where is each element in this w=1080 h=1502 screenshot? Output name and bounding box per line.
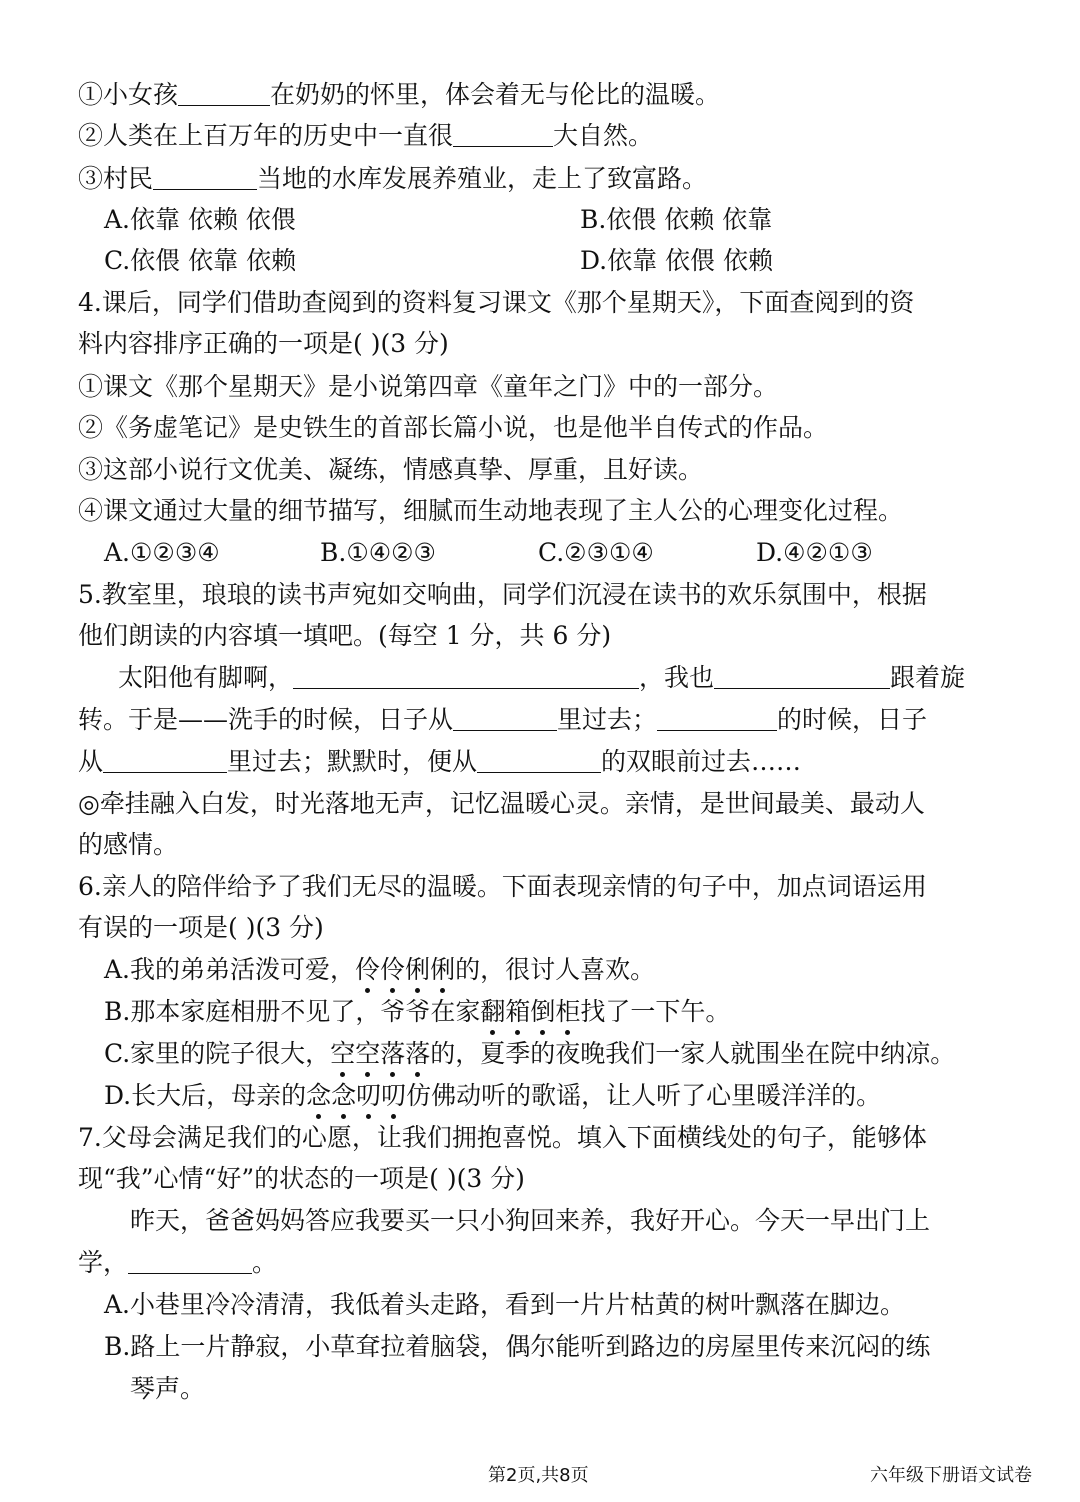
q3-option-c[interactable]: C.依偎 依靠 依赖: [104, 246, 297, 275]
dotted-char: 倒: [530, 995, 555, 1029]
q4-stem-line-1: 4.课后，同学们借助查阅到的资料复习课文《那个星期天》，下面查阅到的资: [78, 288, 915, 317]
dotted-char: 叨: [381, 1079, 406, 1113]
q4-stem-line-2: 料内容排序正确的一项是( )(3 分): [78, 329, 449, 358]
q7-passage-line-2: 学， 。: [78, 1248, 278, 1277]
dotted-words: [330, 1039, 430, 1068]
dotted-char: 俐: [405, 953, 430, 987]
dotted-char: 落: [405, 1037, 430, 1071]
answer-blank[interactable]: [103, 748, 227, 773]
q4-option-a[interactable]: A.①②③④: [104, 538, 220, 567]
q5-stem-line-1: 5.教室里，琅琅的读书声宛如交响曲，同学们沉浸在读书的欢乐氛围中，根据: [78, 580, 927, 609]
answer-blank[interactable]: [714, 664, 890, 689]
q7-option-b-line-2: 琴声。: [130, 1374, 206, 1403]
q5-passage-line-3: 从 里过去；默默时，便从 的双眼前过去……: [78, 747, 802, 776]
answer-blank[interactable]: [453, 706, 557, 731]
q6-option-a[interactable]: A.我的弟弟活泼可爱，伶伶俐俐的，很讨人喜欢。: [0, 953, 1080, 987]
q6-option-c[interactable]: C.家里的院子很大，空空落落的，夏季的夜晚我们一家人就围坐在院中纳凉。: [0, 1037, 1080, 1071]
q4-item-1: ①课文《那个星期天》是小说第四章《童年之门》中的一部分。: [78, 372, 779, 401]
dotted-char: 空: [330, 1037, 355, 1071]
dotted-char: 翻: [480, 995, 505, 1029]
dotted-char: 落: [380, 1037, 405, 1071]
q5-passage-line-2: 转。于是——洗手的时候，日子从 里过去； 的时候，日子: [78, 705, 928, 734]
q6-stem-line-2: 有误的一项是( )(3 分): [78, 913, 324, 942]
q6-stem-line-1: 6.亲人的陪伴给予了我们无尽的温暖。下面表现亲情的句子中，加点词语运用: [78, 872, 927, 901]
q3-option-a[interactable]: A.依靠 依赖 依偎: [104, 205, 296, 234]
dotted-char: 空: [355, 1037, 380, 1071]
dotted-char: 箱: [505, 995, 530, 1029]
dotted-char: 念: [331, 1079, 356, 1113]
q4-option-d[interactable]: D.④②①③: [756, 538, 873, 567]
q5-stem-line-2: 他们朗读的内容填一填吧。(每空 1 分，共 6 分): [78, 621, 612, 650]
q7-option-b-line-1[interactable]: B.路上一片静寂，小草耷拉着脑袋，偶尔能听到路边的房屋里传来沉闷的练: [104, 1332, 931, 1361]
q4-item-2: ②《务虚笔记》是史铁生的首部长篇小说，也是他半自传式的作品。: [78, 413, 829, 442]
q4-item-3: ③这部小说行文优美、凝练，情感真挚、厚重，且好读。: [78, 455, 704, 484]
q3-sentence-3: ③村民 当地的水库发展养殖业，走上了致富路。: [78, 164, 708, 193]
answer-blank[interactable]: [153, 165, 257, 190]
dotted-words: [355, 955, 455, 984]
dotted-char: 叨: [356, 1079, 381, 1113]
q4-option-c[interactable]: C.②③①④: [538, 538, 654, 567]
paper-title: 六年级下册语文试卷: [870, 1465, 1032, 1486]
q4-item-4: ④课文通过大量的细节描写，细腻而生动地表现了主人公的心理变化过程。: [78, 496, 904, 525]
q4-option-b[interactable]: B.①④②③: [320, 538, 436, 567]
dotted-char: 伶: [380, 953, 405, 987]
q7-option-a[interactable]: A.小巷里冷冷清清，我低着头走路，看到一片片枯黄的树叶飘落在脚边。: [104, 1290, 906, 1319]
dotted-char: 念: [306, 1079, 331, 1113]
answer-blank[interactable]: [657, 706, 777, 731]
dotted-char: 伶: [355, 953, 380, 987]
answer-blank[interactable]: [128, 1249, 252, 1274]
answer-blank[interactable]: [178, 81, 270, 106]
section-intro-line-2: 的感情。: [78, 830, 179, 859]
q3-option-d[interactable]: D.依靠 依偎 依赖: [580, 246, 773, 275]
q5-passage-line-1: 太阳他有脚啊， ，我也 跟着旋: [118, 663, 966, 692]
q6-option-d[interactable]: D.长大后，母亲的念念叨叨仿佛动听的歌谣，让人听了心里暖洋洋的。: [0, 1079, 1080, 1113]
section-intro-line-1: ◎牵挂融入白发，时光落地无声，记忆温暖心灵。亲情，是世间最美、最动人: [78, 789, 925, 818]
q6-option-b[interactable]: B.那本家庭相册不见了，爷爷在家翻箱倒柜找了一下午。: [0, 995, 1080, 1029]
dotted-char: 俐: [430, 953, 455, 987]
dotted-words: [306, 1081, 406, 1110]
answer-blank[interactable]: [453, 122, 553, 147]
page-number: 第2页,共8页: [488, 1465, 589, 1486]
q7-passage-line-1: 昨天，爸爸妈妈答应我要买一只小狗回来养，我好开心。今天一早出门上: [130, 1206, 931, 1235]
q3-option-b[interactable]: B.依偎 依赖 依靠: [580, 205, 773, 234]
answer-blank[interactable]: [477, 748, 601, 773]
q7-stem-line-2: 现“我”心情“好”的状态的一项是( )(3 分): [78, 1164, 525, 1193]
answer-blank[interactable]: [293, 664, 639, 689]
q3-sentence-1: ①小女孩 在奶奶的怀里，体会着无与伦比的温暖。: [78, 80, 721, 109]
q3-sentence-2: ②人类在上百万年的历史中一直很 大自然。: [78, 121, 654, 150]
dotted-words: [480, 997, 580, 1026]
dotted-char: 柜: [555, 995, 580, 1029]
q7-stem-line-1: 7.父母会满足我们的心愿，让我们拥抱喜悦。填入下面横线处的句子，能够体: [78, 1123, 927, 1152]
